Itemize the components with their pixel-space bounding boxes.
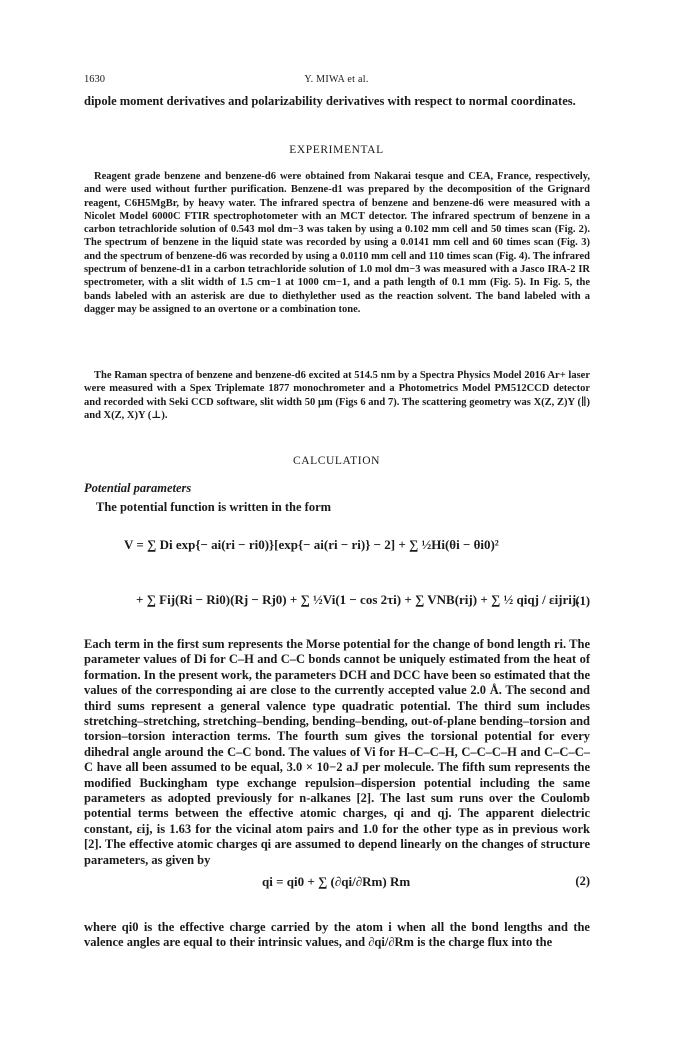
experimental-paragraph-1: Reagent grade benzene and benzene-d6 were obtained from Nakarai tesque and CEA, France, respectively, and were used without further purification. Benzene-d1 was prepared by the decomposition of the Grignard reagent, C6H5MgBr, by heavy water. The infrared spectra of benzene and benzene-d6 were measured with a Nicolet Model 6000C FTIR spectrophotometer with an MCT detector. The infrared spectrum of benzene in a carbon tetrachloride solution of 0.543 mol dm−3 was taken by using a 0.102 mm cell and 50 times scan (Fig. 2). The spectrum of benzene in the liquid state was recorded by using a 0.0141 mm cell and 60 times scan (Fig. 3) and the spectrum of benzene-d6 was recorded by using a 0.0110 mm cell and 110 times scan (Fig. 4). The infrared spectrum of benzene-d1 in a carbon tetrachloride solution of 1.0 mol dm−3 was measured with a Jasco IRA-2 IR spectrometer, with a slit width of 1.5 cm−1 at 1000 cm−1, and a path length of 0.1 mm (Fig. 5). In Fig. 5, the bands labeled with an asterisk are due to diethylether used as the reaction solvent. The band labeled with a dagger may be assigned to an overtone or a combination tone.: [84, 171, 590, 315]
experimental-heading: EXPERIMENTAL: [289, 144, 384, 156]
running-title: Y. MIWA et al.: [304, 74, 369, 85]
equation-2: qi = qi0 + ∑ (∂qi/∂Rm) Rm: [262, 874, 411, 889]
page-number: 1630: [84, 74, 105, 85]
closing-paragraph: where qi0 is the effective charge carried by the atom i when all the bond lengths and the valence angles are equal to their intrinsic values, and ∂qi/∂Rm is the charge flux into the: [84, 920, 590, 950]
subsection-heading: Potential parameters: [84, 481, 192, 495]
equation-1-number: (1): [575, 594, 590, 608]
page-header: [84, 74, 589, 88]
equation-1-line-2: + ∑ Fij(Ri − Ri0)(Rj − Rj0) + ∑ ½Vi(1 − cos 2τi) + ∑ VNB(rij) + ∑ ½ qiqj / εijrij.: [136, 592, 580, 607]
calculation-heading: CALCULATION: [292, 455, 381, 467]
potential-lead-text: The potential function is written in the form: [96, 500, 332, 514]
equation-2-number: (2): [575, 874, 590, 888]
equation-1-line-1: V = ∑ Di exp{− ai(ri − ri0)}[exp{− ai(ri − ri)} − 2] + ∑ ½Hi(θi − θi0)²: [124, 537, 499, 552]
calculation-paragraph: Each term in the first sum represents the Morse potential for the change of bond length ri. The parameter values of Di for C–H and C–C bonds cannot be uniquely estimated from the heat of formation. In the present work, the parameters DCH and DCC have been so estimated that the values of the corresponding ai are close to the currently accepted value 2.0 Å. The second and third sums represent a general valence type quadratic potential. The third sum includes stretching–stretching, stretching–bending, bending–bending, out-of-plane bending–torsion and torsion–torsion interaction terms. The fourth sum gives the torsional potential for every dihedral angle around the C–C bond. The values of Vi for H–C–C–H, C–C–C–H and C–C–C–C have all been assumed to be equal, 3.0 × 10−2 aJ per molecule. The fifth sum represents the modified Buckingham type exchange repulsion–dispersion potential including the same parameters as adopted previously for n-alkanes [2]. The last sum runs over the Coulomb potential terms between the effective atomic charges, qi and qj. The apparent dielectric constant, εij, is 1.63 for the vicinal atom pairs and 1.0 for the other type as in previous work [2]. The effective atomic charges qi are assumed to depend linearly on the changes of structure parameters, as given by: [84, 637, 590, 867]
intro-text: dipole moment derivatives and polarizability derivatives with respect to normal coordinates.: [84, 94, 576, 108]
experimental-paragraph-2: The Raman spectra of benzene and benzene-d6 excited at 514.5 nm by a Spectra Physics Model 2016 Ar+ laser were measured with a Spex Triplemate 1877 monochrometer and a Photometrics Model PM512CCD detector and recorded with Seki CCD software, slit width 50 μm (Figs 6 and 7). The scattering geometry was X(Z, Z)Y (∥) and X(Z, X)Y (⊥).: [84, 370, 590, 421]
